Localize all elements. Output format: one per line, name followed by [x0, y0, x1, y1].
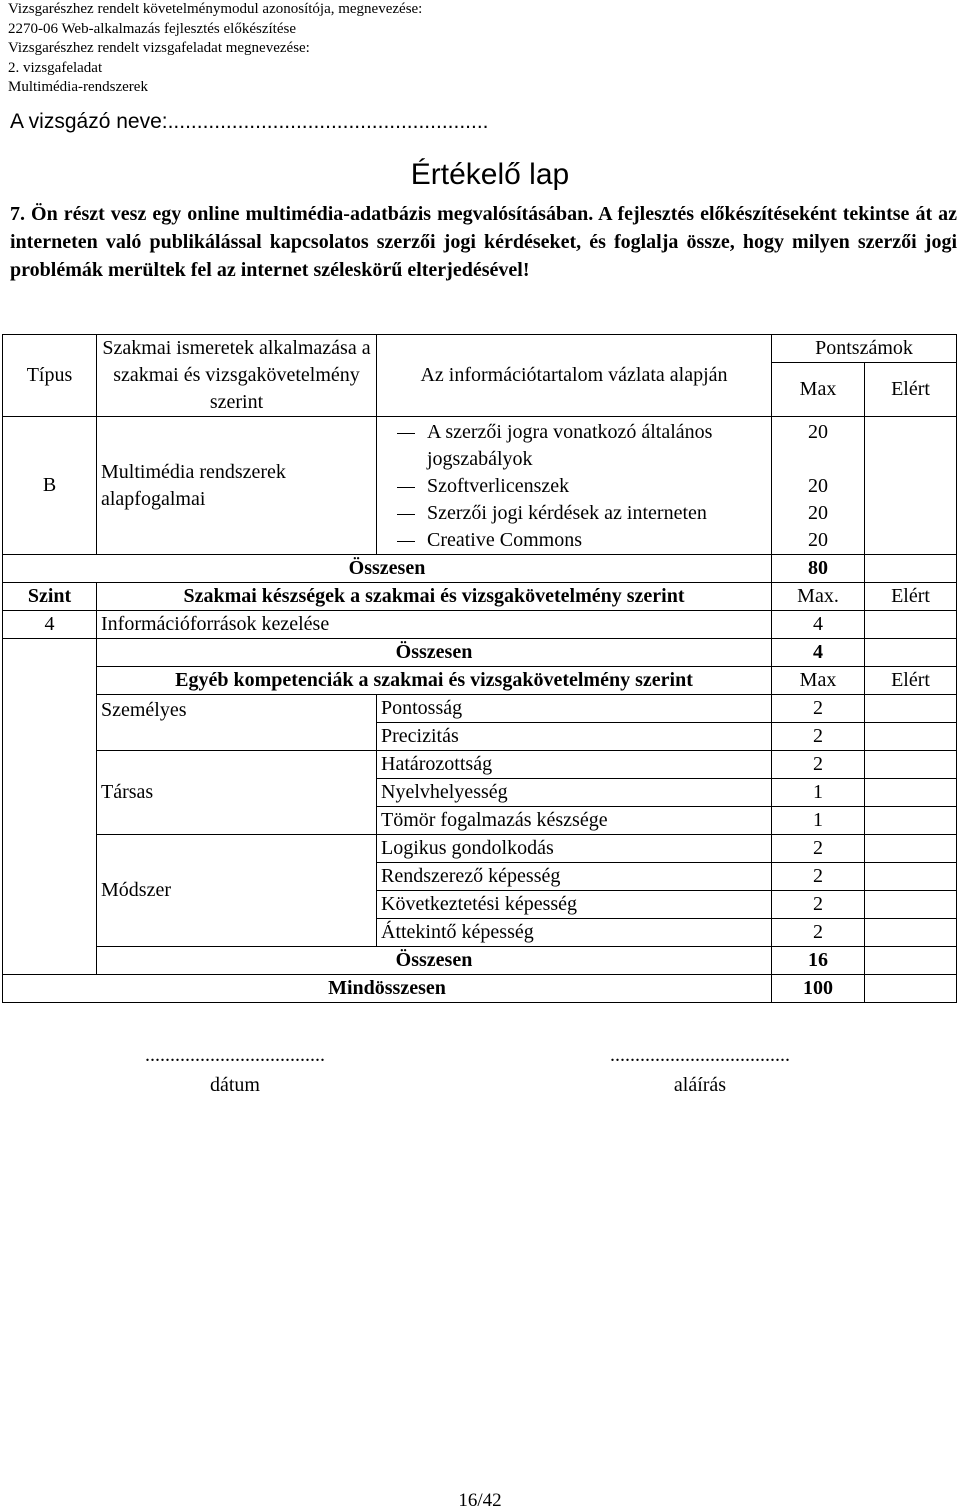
total-value: 4 — [772, 639, 865, 667]
score-input-cell[interactable] — [865, 807, 957, 835]
item-text: A szerzői jogra vonatkozó általános jogszabályok — [427, 421, 713, 470]
signature-dots: .................................... — [610, 1044, 790, 1066]
total-value: 80 — [772, 555, 865, 583]
score-input-cell[interactable] — [865, 611, 957, 639]
score-input-cell[interactable] — [865, 695, 957, 723]
score-input-cell[interactable] — [865, 751, 957, 779]
header-keszsegek: Szakmai készségek a szakmai és vizsgakövetelmény szerint — [97, 583, 772, 611]
list-item — [381, 473, 767, 500]
score-input-cell[interactable] — [865, 779, 957, 807]
type-cell: B — [3, 417, 97, 555]
item-text: Creative Commons — [427, 529, 582, 551]
grand-total-value: 100 — [772, 975, 865, 1003]
competency-max: 2 — [772, 723, 865, 751]
group-name: Személyes — [97, 695, 377, 751]
max-value: 20 — [808, 475, 828, 497]
grand-total-label: Mindösszesen — [3, 975, 772, 1003]
competency-name: Pontosság — [377, 695, 772, 723]
header-pontszamok: Pontszámok — [772, 335, 957, 363]
info-items-cell — [377, 417, 772, 555]
header-line: Vizsgarészhez rendelt követelménymodul azonosítója, megnevezése: — [8, 1, 423, 17]
competency-max: 2 — [772, 919, 865, 947]
competency-max: 2 — [772, 863, 865, 891]
header-elert: Elért — [865, 583, 957, 611]
group-name: Társas — [97, 751, 377, 835]
max-values-cell — [772, 417, 865, 555]
score-input-cell[interactable] — [865, 417, 957, 555]
competency-max: 1 — [772, 807, 865, 835]
score-input-cell[interactable] — [865, 555, 957, 583]
max-value: 20 — [808, 421, 828, 443]
skill-max: 4 — [772, 611, 865, 639]
task-description: 7. Ön részt vesz egy online multimédia-adatbázis megvalósításában. A fejlesztés előkészítéseként tekintse át az interneten való publikálással kapcsolatos szerzői jogi kérdéseket, és foglalja össze, hogy milyen szerzői jogi problémák merültek fel az internet széleskörű elterjedésével! — [10, 203, 957, 281]
header-szint: Szint — [3, 583, 97, 611]
list-item — [381, 419, 767, 473]
header-max: Max. — [772, 583, 865, 611]
total-label: Összesen — [97, 947, 772, 975]
document-header — [8, 0, 422, 98]
signature-block — [560, 1040, 840, 1100]
competency-max: 2 — [772, 891, 865, 919]
competency-max: 2 — [772, 751, 865, 779]
score-input-cell[interactable] — [865, 639, 957, 667]
candidate-name-field: A vizsgázó neve:....................................................... — [10, 110, 489, 133]
group-name: Módszer — [97, 835, 377, 947]
list-item — [381, 500, 767, 527]
score-input-cell[interactable] — [865, 919, 957, 947]
header-max: Max — [772, 363, 865, 417]
competency-max: 2 — [772, 695, 865, 723]
max-value: 20 — [808, 502, 828, 524]
header-line: 2. vizsgafeladat — [8, 59, 103, 76]
signature-label: aláírás — [673, 1074, 727, 1096]
competency-name: Precizitás — [377, 723, 772, 751]
header-egyeb: Egyéb kompetenciák a szakmai és vizsgakövetelmény szerint — [97, 667, 772, 695]
score-input-cell[interactable] — [865, 723, 957, 751]
competency-name: Áttekintő képesség — [377, 919, 772, 947]
header-elert: Elért — [865, 667, 957, 695]
score-input-cell[interactable] — [865, 835, 957, 863]
header-line: Vizsgarészhez rendelt vizsgafeladat megnevezése: — [8, 40, 310, 57]
header-elert: Elért — [865, 363, 957, 417]
score-input-cell[interactable] — [865, 947, 957, 975]
list-item — [381, 527, 767, 554]
skill-name: Információforrások kezelése — [97, 611, 772, 639]
competency-name: Logikus gondolkodás — [377, 835, 772, 863]
total-value: 16 — [772, 947, 865, 975]
evaluation-table — [2, 334, 957, 1003]
skill-level: 4 — [3, 611, 97, 639]
competency-name: Határozottság — [377, 751, 772, 779]
header-line: 2270-06 Web-alkalmazás fejlesztés előkészítése — [8, 20, 296, 37]
date-signature-block — [95, 1040, 375, 1100]
header-tipus: Típus — [3, 335, 97, 417]
score-input-cell[interactable] — [865, 975, 957, 1003]
item-text: Szoftverlicenszek — [427, 475, 570, 497]
score-input-cell[interactable] — [865, 863, 957, 891]
page-title: Értékelő lap — [410, 158, 570, 191]
header-line: Multimédia-rendszerek — [8, 79, 148, 96]
date-label: dátum — [210, 1074, 260, 1096]
total-label: Összesen — [97, 639, 772, 667]
date-dots: .................................... — [145, 1044, 325, 1066]
competency-name: Nyelvhelyesség — [377, 779, 772, 807]
topic-cell: Multimédia rendszerek alapfogalmai — [97, 417, 377, 555]
total-label: Összesen — [3, 555, 772, 583]
competency-name: Tömör fogalmazás készsége — [377, 807, 772, 835]
score-input-cell[interactable] — [865, 891, 957, 919]
header-max: Max — [772, 667, 865, 695]
max-value: 20 — [808, 529, 828, 551]
item-text: Szerzői jogi kérdések az interneten — [427, 502, 707, 524]
competency-name: Rendszerező képesség — [377, 863, 772, 891]
page-number: 16/42 — [458, 1490, 502, 1511]
competency-max: 2 — [772, 835, 865, 863]
competency-name: Következtetési képesség — [377, 891, 772, 919]
header-informaciotartalom: Az információtartalom vázlata alapján — [377, 335, 772, 417]
competency-max: 1 — [772, 779, 865, 807]
header-szakmai-ismeretek: Szakmai ismeretek alkalmazása a szakmai és vizsgakövetelmény szerint — [97, 335, 377, 417]
